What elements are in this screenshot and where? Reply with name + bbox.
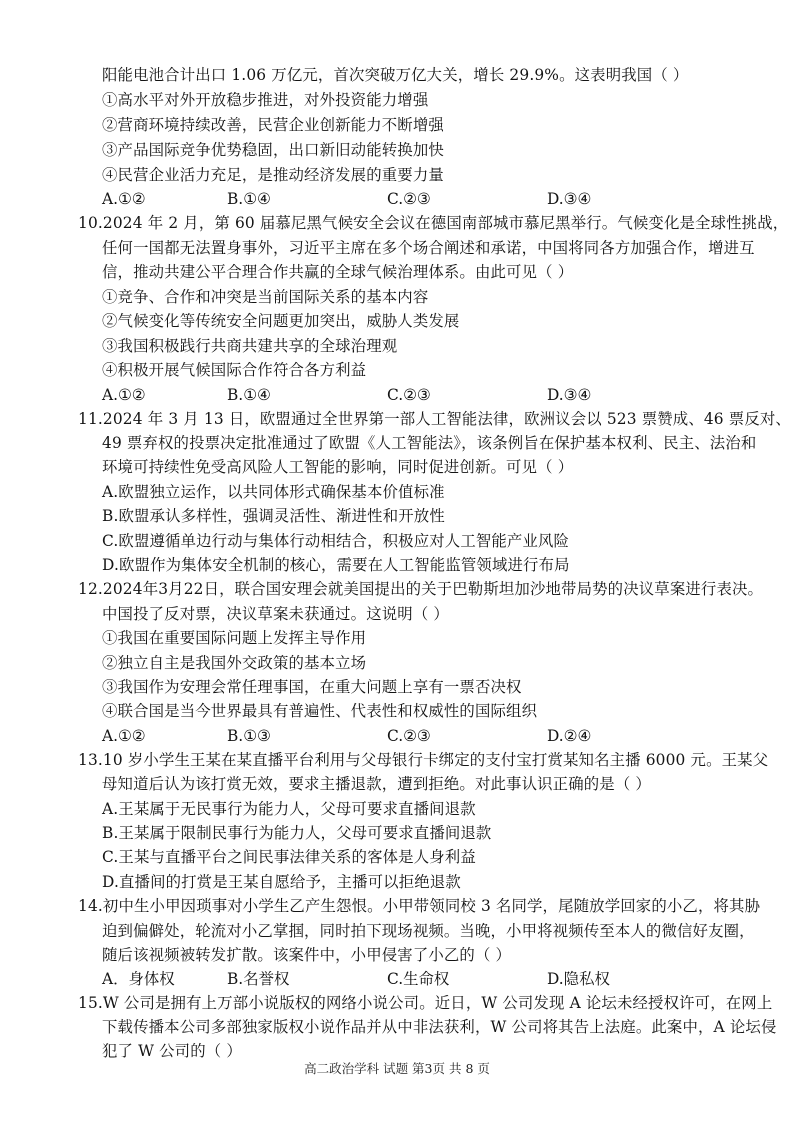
q15-stem-line-1: 15.W 公司是拥有上万部小说版权的网络小说公司。近日，W 公司发现 A 论坛未经授权许可，在网上 [78, 994, 773, 1012]
q10-stem-line-1: 10.2024 年 2 月，第 60 届慕尼黑气候安全会议在德国南部城市慕尼黑举行。气候变化是全球性挑战， [78, 214, 789, 232]
q11-stem-line-2: 49 票弃权的投票决定批准通过了欧盟《人工智能法》，该条例旨在保护基本权利、民主、法治和 [102, 434, 757, 452]
q14-option-b: B.名誉权 [227, 970, 290, 988]
q11-stem-line-3: 环境可持续性免受高风险人工智能的影响，同时促进创新。可见（ ） [102, 458, 574, 476]
q13-stem-line-1: 13.10 岁小学生王某在某直播平台利用与父母银行卡绑定的支付宝打赏某知名主播 6000 元。王某父 [78, 751, 769, 769]
q14-option-a: A．身体权 [102, 970, 175, 988]
q11-choice-b: B.欧盟承认多样性，强调灵活性、渐进性和开放性 [102, 507, 445, 525]
q9-option-d: D.③④ [547, 190, 592, 208]
q9-item-1: ①高水平对外开放稳步推进，对外投资能力增强 [102, 91, 429, 109]
q10-option-d: D.③④ [547, 386, 592, 404]
q10-option-b: B.①④ [227, 386, 271, 404]
q11-choice-c: C.欧盟遵循单边行动与集体行动相结合，积极应对人工智能产业风险 [102, 532, 570, 550]
q12-option-c: C.②③ [387, 727, 431, 745]
q11-stem-line-1: 11.2024 年 3 月 13 日，欧盟通过全世界第一部人工智能法律，欧洲议会以 523 票赞成、46 票反对、 [78, 410, 791, 428]
q15-stem-line-3: 犯了 W 公司的（ ） [102, 1042, 242, 1060]
q10-item-1: ①竞争、合作和冲突是当前国际关系的基本内容 [102, 288, 429, 306]
q13-choice-b: B.王某属于限制民事行为能力人，父母可要求直播间退款 [102, 824, 492, 842]
q12-option-a: A.①② [102, 727, 146, 745]
q11-choice-a: A.欧盟独立运作，以共同体形式确保基本价值标准 [102, 483, 445, 501]
q9-option-a: A.①② [102, 190, 146, 208]
q14-stem-line-1: 14.初中生小甲因琐事对小学生乙产生怨恨。小甲带领同校 3 名同学，尾随放学回家的小乙，将其胁 [78, 897, 761, 915]
q10-item-3: ③我国积极践行共商共建共享的全球治理观 [102, 337, 398, 355]
q9-option-b: B.①④ [227, 190, 271, 208]
q15-stem-line-2: 下载传播本公司多部独家版权小说作品并从中非法获利，W 公司将其告上法庭。此案中，A 论坛侵 [102, 1018, 777, 1036]
q10-stem-line-2: 任何一国都无法置身事外，习近平主席在多个场合阐述和承诺，中国将同各方加强合作，增进互 [102, 239, 755, 257]
q10-option-a: A.①② [102, 386, 146, 404]
q12-item-4: ④联合国是当今世界最具有普遍性、代表性和权威性的国际组织 [102, 702, 538, 720]
q10-item-2: ②气候变化等传统安全问题更加突出，威胁人类发展 [102, 312, 460, 330]
q13-choice-d: D.直播间的打赏是王某自愿给予，主播可以拒绝退款 [102, 873, 461, 891]
q12-item-3: ③我国作为安理会常任理事国，在重大问题上享有一票否决权 [102, 678, 522, 696]
q12-option-b: B.①③ [227, 727, 271, 745]
q13-stem-line-2: 母知道后认为该打赏无效，要求主播退款，遭到拒绝。对此事认识正确的是（ ） [102, 775, 651, 793]
q14-option-d: D.隐私权 [547, 970, 610, 988]
q12-item-1: ①我国在重要国际问题上发挥主导作用 [102, 629, 367, 647]
q14-option-c: C.生命权 [387, 970, 450, 988]
q12-stem-line-2: 中国投了反对票，决议草案未获通过。这说明（ ） [102, 605, 449, 623]
q12-option-d: D.②④ [547, 727, 592, 745]
q11-choice-d: D.欧盟作为集体安全机制的核心，需要在人工智能监管领域进行布局 [102, 556, 570, 574]
q9-item-4: ④民营企业活力充足，是推动经济发展的重要力量 [102, 166, 444, 184]
q9-item-2: ②营商环境持续改善，民营企业创新能力不断增强 [102, 116, 444, 134]
q9-item-3: ③产品国际竞争优势稳固，出口新旧动能转换加快 [102, 141, 444, 159]
q14-stem-line-2: 迫到偏僻处，轮流对小乙掌掴，同时拍下现场视频。当晚，小甲将视频传至本人的微信好友圈， [102, 922, 755, 940]
q10-item-4: ④积极开展气候国际合作符合各方利益 [102, 361, 367, 379]
q12-item-2: ②独立自主是我国外交政策的基本立场 [102, 654, 367, 672]
q13-choice-a: A.王某属于无民事行为能力人，父母可要求直播间退款 [102, 800, 476, 818]
q10-option-c: C.②③ [387, 386, 431, 404]
q9-stem-tail: 阳能电池合计出口 1.06 万亿元，首次突破万亿大关，增长 29.9%。这表明我国（ ） [102, 66, 689, 84]
q14-stem-line-3: 随后该视频被转发扩散。该案件中，小甲侵害了小乙的（ ） [102, 946, 512, 964]
q10-stem-line-3: 信，推动共建公平合理合作共赢的全球气候治理体系。由此可见（ ） [102, 263, 574, 281]
q12-stem-line-1: 12.2024年3月22日，联合国安理会就美国提出的关于巴勒斯坦加沙地带局势的决议草案进行表决。 [78, 580, 764, 598]
q13-choice-c: C.王某与直播平台之间民事法律关系的客体是人身利益 [102, 848, 476, 866]
page-footer: 高二政治学科 试题 第3页 共 8 页 [304, 1061, 490, 1076]
q9-option-c: C.②③ [387, 190, 431, 208]
